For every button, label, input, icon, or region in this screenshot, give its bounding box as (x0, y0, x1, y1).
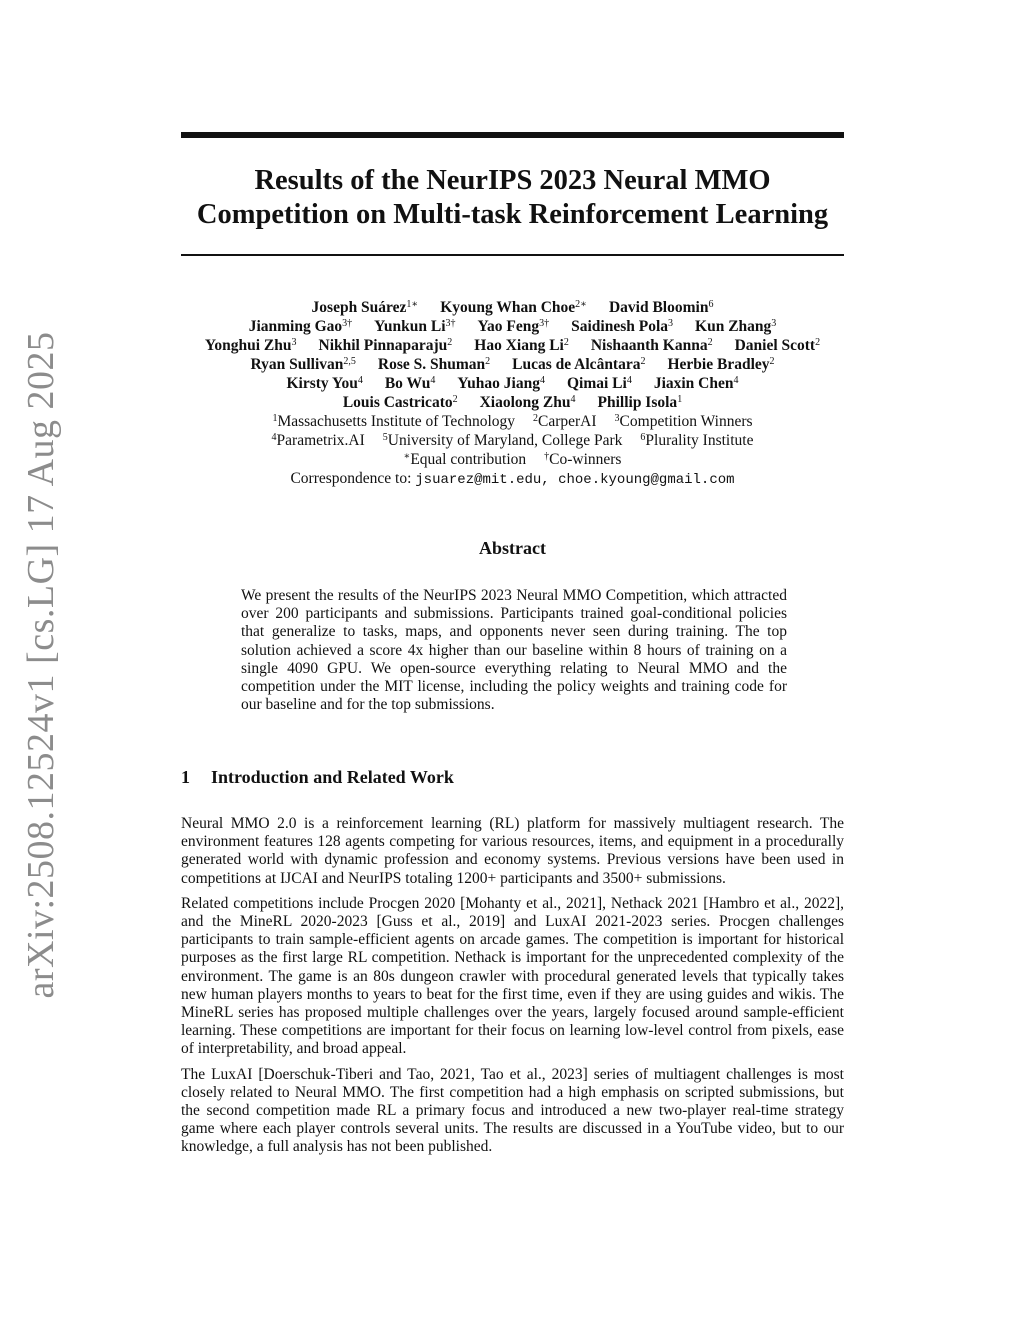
affiliation: $^5$University of Maryland, College Park (382, 432, 623, 449)
author: David Bloomin$^6$ (608, 299, 714, 316)
section-number: 1 (181, 767, 190, 787)
author: Phillip Isola$^1$ (597, 394, 683, 411)
author: Lucas de Alcântara$^2$ (512, 356, 646, 373)
author: Jianming Gao$^{3\dagger}$ (248, 318, 353, 335)
paragraph: Related competitions include Procgen 2020 [Mohanty et al., 2021], Nethack 2021 [Hambro et al., 2022], and the MineRL 2020-2023 [Guss et al., 2019] and LuxAI 2021-2023 series. Procgen challenges participants to train sample-efficient agents on arcade games. The competition is important for historical purposes as the first large RL competition. Nethack is important for the unprecedented complexity of the environment. The game is an 80s dungeon crawler with procedural generated levels that typically takes new human players months to years to beat for the first time, even if they are using guides and wikis. The MineRL series has proposed multiple challenges over the years, largely focused around sample-efficient learning. These competitions are important for their focus on learning low-level control from pixels, ease of interpretability, and broad appeal. (181, 894, 844, 1058)
author: Joseph Suárez$^{1∗}$ (311, 299, 419, 316)
title-top-rule (181, 132, 844, 138)
affiliation: $^6$Plurality Institute (640, 432, 754, 449)
author-line (161, 393, 864, 412)
paragraph: Neural MMO 2.0 is a reinforcement learning (RL) platform for massively multiagent research. The environment features 128 agents competing for various resources, items, and equipment in a procedurally generated world with dynamic profession and economy systems. Previous versions have been used in competitions at IJCAI and NeurIPS totaling 1200+ participants and 3500+ submissions. (181, 815, 844, 887)
correspondence-emails: jsuarez@mit.edu, choe.kyoung@gmail.com (415, 472, 735, 488)
author: Yao Feng$^{3\dagger}$ (477, 318, 550, 335)
author-line (161, 374, 864, 393)
paper-title (181, 164, 844, 232)
author-line (161, 336, 864, 355)
note: †Co-winners (544, 451, 622, 468)
author: Yuhao Jiang$^4$ (457, 375, 545, 392)
author: Saidinesh Pola$^3$ (571, 318, 674, 335)
author: Daniel Scott$^2$ (734, 337, 821, 354)
affiliation: $^4$Parametrix.AI (271, 432, 365, 449)
author: Qimai Li$^4$ (566, 375, 632, 392)
title-bottom-rule (181, 254, 844, 256)
correspondence-line (161, 469, 864, 490)
title-line-2: Competition on Multi-task Reinforcement Learning (196, 199, 829, 230)
section-heading (181, 767, 844, 788)
affiliation: $^1$Massachusetts Institute of Technology (272, 413, 516, 430)
author: Yonghui Zhu$^3$ (204, 337, 297, 354)
contribution-notes (161, 450, 864, 469)
author: Kirsty You$^4$ (286, 375, 363, 392)
affiliation: $^2$CarperAI (533, 413, 597, 430)
author: Louis Castricato$^2$ (342, 394, 458, 411)
author-block (161, 298, 864, 490)
author: Yunkun $Li^{3\dagger}$ (374, 318, 456, 335)
section-title: Introduction and Related Work (211, 767, 454, 787)
abstract-text: We present the results of the NeurIPS 2023 Neural MMO Competition, which attracted over 200 participants and submissions. Participants trained goal-conditional policies that generalize to tasks, maps, and opponents never seen during training. The top solution achieved a score 4x higher than our baseline within 8 hours of training on a single 4090 GPU. We open-source everything relating to Neural MMO and the competition under the MIT license, including the policy weights and training code for our baseline and for the top submissions. (241, 587, 787, 714)
abstract-heading: Abstract (479, 538, 546, 558)
author-line (161, 355, 864, 374)
paragraph: The LuxAI [Doerschuk-Tiberi and Tao, 2021, Tao et al., 2023] series of multiagent challenges is most closely related to Neural MMO. The first competition had a high emphasis on scripted submissions, but the second competition made RL a primary focus and introduced a new two-player real-time strategy game where each player controls several units. The results are discussed in a YouTube video, but to our knowledge, a full analysis has not been published. (181, 1065, 844, 1156)
author: Herbie Bradley$^2$ (667, 356, 775, 373)
title-line-1: Results of the NeurIPS 2023 Neural MMO (254, 165, 771, 196)
affiliation: $^3$Competition Winners (614, 413, 753, 430)
author-line (161, 298, 864, 317)
author: Nikhil Pinnaparaju$^2$ (318, 337, 453, 354)
section-body (181, 815, 844, 1164)
author: Rose S. Shuman$^2$ (377, 356, 491, 373)
author: Kun Zhang$^3$ (695, 318, 777, 335)
author: Ryan Sullivan$^{2,5}$ (250, 356, 356, 373)
correspondence-label: Correspondence to: (290, 470, 416, 487)
arxiv-identifier: arXiv:2508.12524v1 [cs.LG] 17 Aug 2025 (20, 331, 62, 999)
affiliation-line (161, 431, 864, 450)
author: Jiaxin Chen$^4$ (653, 375, 739, 392)
author: Bo Wu$^4$ (384, 375, 436, 392)
author: Nishaanth Kanna$^2$ (590, 337, 713, 354)
affiliation-line (161, 412, 864, 431)
note: ∗Equal contribution (403, 451, 527, 468)
author: Xiaolong Zhu$^4$ (479, 394, 576, 411)
author: Hao Xiang Li$^2$ (474, 337, 569, 354)
author-line (161, 317, 864, 336)
author: Kyoung Whan Choe$^{2∗}$ (440, 299, 587, 316)
